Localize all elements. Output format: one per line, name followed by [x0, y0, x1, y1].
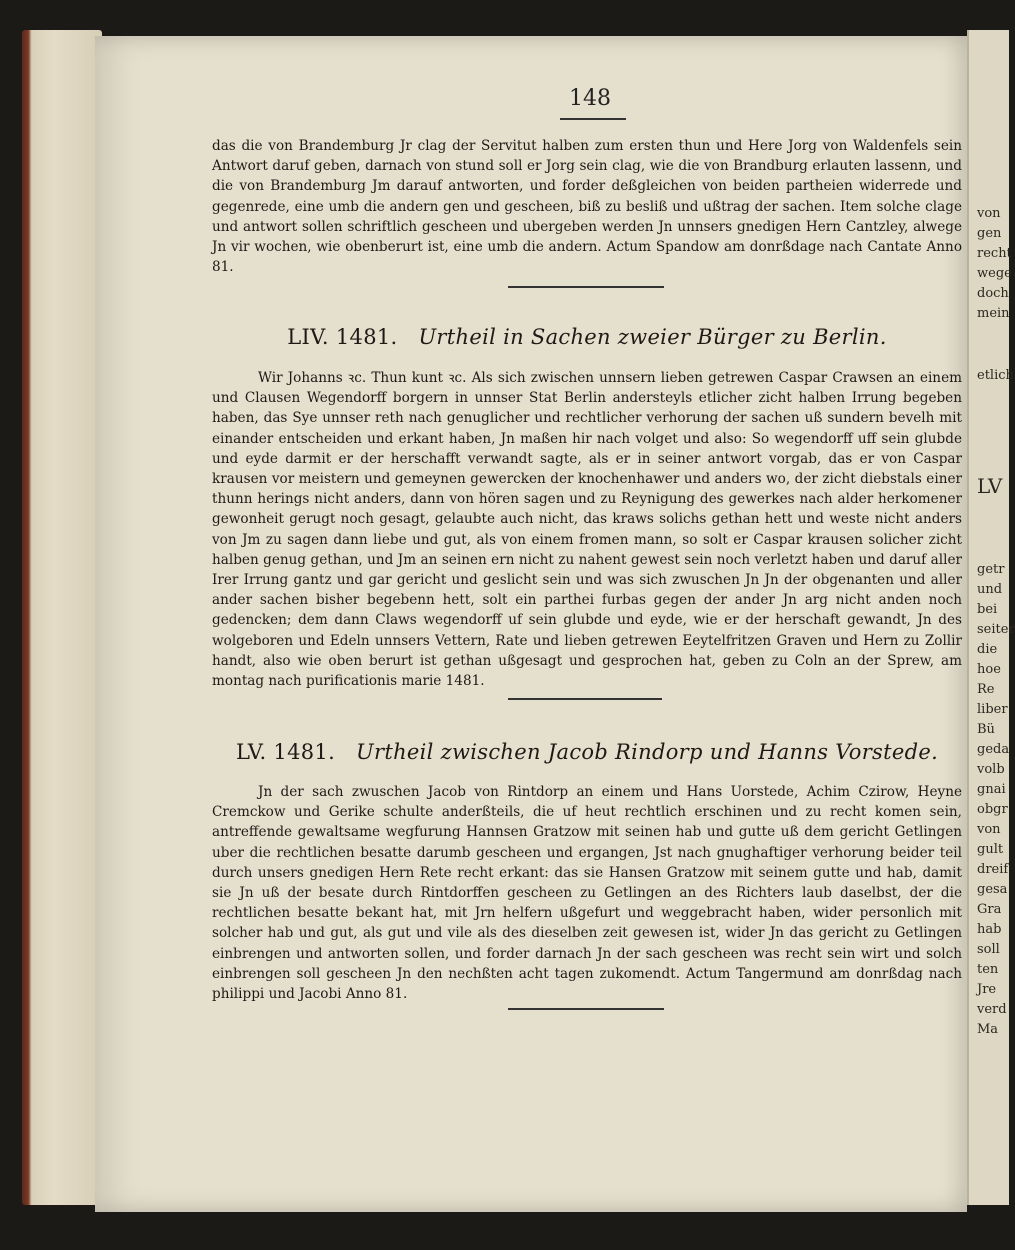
- next-page-fragment: etlich: [977, 368, 1014, 383]
- next-page-fragment: obgr: [977, 802, 1008, 817]
- section-divider: [508, 1008, 664, 1010]
- next-page-fragment: gult: [977, 842, 1004, 857]
- section-number: LIV. 1481.: [287, 325, 398, 349]
- section-divider: [508, 698, 662, 700]
- next-page-fragment: Re: [977, 682, 995, 697]
- next-page-fragment: gesa: [977, 882, 1008, 897]
- next-page-fragment: Gra: [977, 902, 1002, 917]
- page-number: 148: [569, 86, 611, 111]
- next-page-fragment: geda: [977, 742, 1010, 757]
- next-page-fragment: Jre: [977, 982, 997, 997]
- next-page-fragment: hab: [977, 922, 1002, 937]
- next-page-fragment: wege: [977, 266, 1012, 281]
- next-page-fragment: hoe: [977, 662, 1001, 677]
- next-page-fragment: Ma: [977, 1022, 999, 1037]
- book-edge: [22, 30, 102, 1205]
- next-page-fragment: von: [977, 206, 1001, 221]
- next-page-strip: [967, 30, 1015, 1205]
- next-page-fragment: Bü: [977, 722, 995, 737]
- intro-paragraph: [212, 136, 962, 277]
- intro-paragraph-text: das die von Brandemburg Jr clag der Servitut halben zum ersten thun und Here Jorg von Waldenfels sein Antwort daruf geben, darnach von stund soll er Jorg sein clag, wie die von Brandburg erlauten lassenn, und die von Brandemburg Jm darauf antworten, und forder deßgleichen von beiden partheien widerrede und gegenrede, eine umb die andern gen und gescheen, biß zu besliß und ußtrag der sachen. Item solche clage und antwort sollen schriftlich gescheen und ubergeben werden Jn unnsers gnedigen Hern Cantzley, alwege Jn vir wochen, wie obenberurt ist, eine umb die andern. Actum Spandow am donrßdage nach Cantate Anno 81.: [212, 138, 962, 276]
- section-body-text: Wir Johanns ꝛc. Thun kunt ꝛc. Als sich zwischen unnsern lieben getrewen Caspar Crawsen an einem und Clausen Wegendorff borgern in unnser Stat Berlin andersteyls etlicher zicht halben Irrung begeben haben, das Sye unnser reth nach genuglicher und rechtlicher verhorung der sachen uß sundern bevelh mit einander entscheiden und erkant haben, Jn maßen hir nach volget und also: So wegendorff uff sein glubde und eyde darmit er der herschafft verwandt sagte, als er in seiner antwort vorgab, das er von Caspar krausen vor meistern und gemeynen gewercken der knochenhawer und anders wo, der zicht diebstals einer thunn herings nicht anders, dann von hören sagen und zu Reynigung des gewerkes nach alder herkomener gewonheit gerugt noch gesagt, gelaubte auch nicht, das kraws solichs gethan hett und weste nicht anders von Jm zu sagen dann liebe und gut, als von einem fromen mann, so solt er Caspar krausen solicher zicht halben genug gethan, und Jm an seinen ern nicht zu nahent gewest sein noch verletzt haben und daruf aller Irer Irrung gantz und gar gericht und geslicht sein und was sich zwuschen Jn Jn der obgenanten und aller ander sachen bisher begebenn hett, solt ein parthei furbas gegen der ander Jn arg nicht anden noch gedencken; dem dann Claws wegendorff uf sein glubde und eyde, wie er der herschaft gewandt, Jn des wolgeboren und Edeln unnsers Vettern, Rate und lieben getrewen Eeytelfritzen Graven und Hern zu Zollir handt, also wie oben berurt ist gethan ußgesagt und gesprochen hat, geben zu Coln an der Sprew, am montag nach purificationis marie 1481.: [212, 370, 962, 690]
- next-page-fragment: von: [977, 822, 1001, 837]
- next-page-fragment: gen: [977, 226, 1002, 241]
- section-divider: [508, 286, 664, 288]
- next-page-fragment: ten: [977, 962, 999, 977]
- section-title: Urtheil in Sachen zweier Bürger zu Berlin.: [418, 325, 887, 349]
- next-page-fragment: volb: [977, 762, 1005, 777]
- next-page-fragment: recht: [977, 246, 1012, 261]
- next-page-fragment: mein: [977, 306, 1010, 321]
- next-page-fragment: verd: [977, 1002, 1007, 1017]
- page-number-rule: [560, 118, 626, 120]
- next-page-fragment: gnai: [977, 782, 1006, 797]
- next-page-fragment: getr: [977, 562, 1005, 577]
- next-page-fragment: liber: [977, 702, 1008, 717]
- section-body-liv: [212, 368, 962, 691]
- section-heading-lv: [212, 740, 962, 764]
- next-page-fragment: und: [977, 582, 1003, 597]
- section-number: LV. 1481.: [235, 740, 336, 764]
- next-page-fragment: LV: [977, 474, 1003, 498]
- section-body-text: Jn der sach zwuschen Jacob von Rintdorp an einem und Hans Uorstede, Achim Czirow, Heyne Cremckow und Gerike schulte anderßteils, die uf heut rechtlich erschinen und zu recht komen sein, antreffende gewaltsame wegfurung Hannsen Gratzow mit seinen hab und gutte uß dem gericht Getlingen uber die rechtlichen besatte darumb gescheen und ergangen, Jst nach gnughaftiger verhorung beider teil durch unsers gnedigen Hern Rete recht erkant: das sie Hansen Gratzow mit seinem gutte und hab, damit sie Jn uß der besate durch Rintdorffen gescheen zu Getlingen an des Richters laub daselbst, der die rechtlichen besatte bekant hat, mit Jrn helfern ußgefurt und weggebracht haben, wider personlich mit solcher hab und gut, als gut und vile als des dieselben zeit gewesen ist, wider Jn das gericht zu Getlingen einbrengen und antworten sollen, und forder darnach Jn der sach gescheen was recht sein wirt und solch einbrengen soll gescheen Jn den nechßten acht tagen zukomendt. Actum Tangermund am donrßdag nach philippi und Jacobi Anno 81.: [212, 784, 962, 1003]
- next-page-fragment: doch: [977, 286, 1009, 301]
- section-title: Urtheil zwischen Jacob Rindorp und Hanns Vorstede.: [356, 740, 939, 764]
- next-page-fragment: dreif: [977, 862, 1009, 877]
- next-page-fragment: seiter: [977, 622, 1015, 637]
- section-body-lv: [212, 782, 962, 1004]
- next-page-fragment: die: [977, 642, 998, 657]
- section-heading-liv: [212, 325, 962, 349]
- next-page-fragment: soll: [977, 942, 1000, 957]
- next-page-fragment: bei: [977, 602, 998, 617]
